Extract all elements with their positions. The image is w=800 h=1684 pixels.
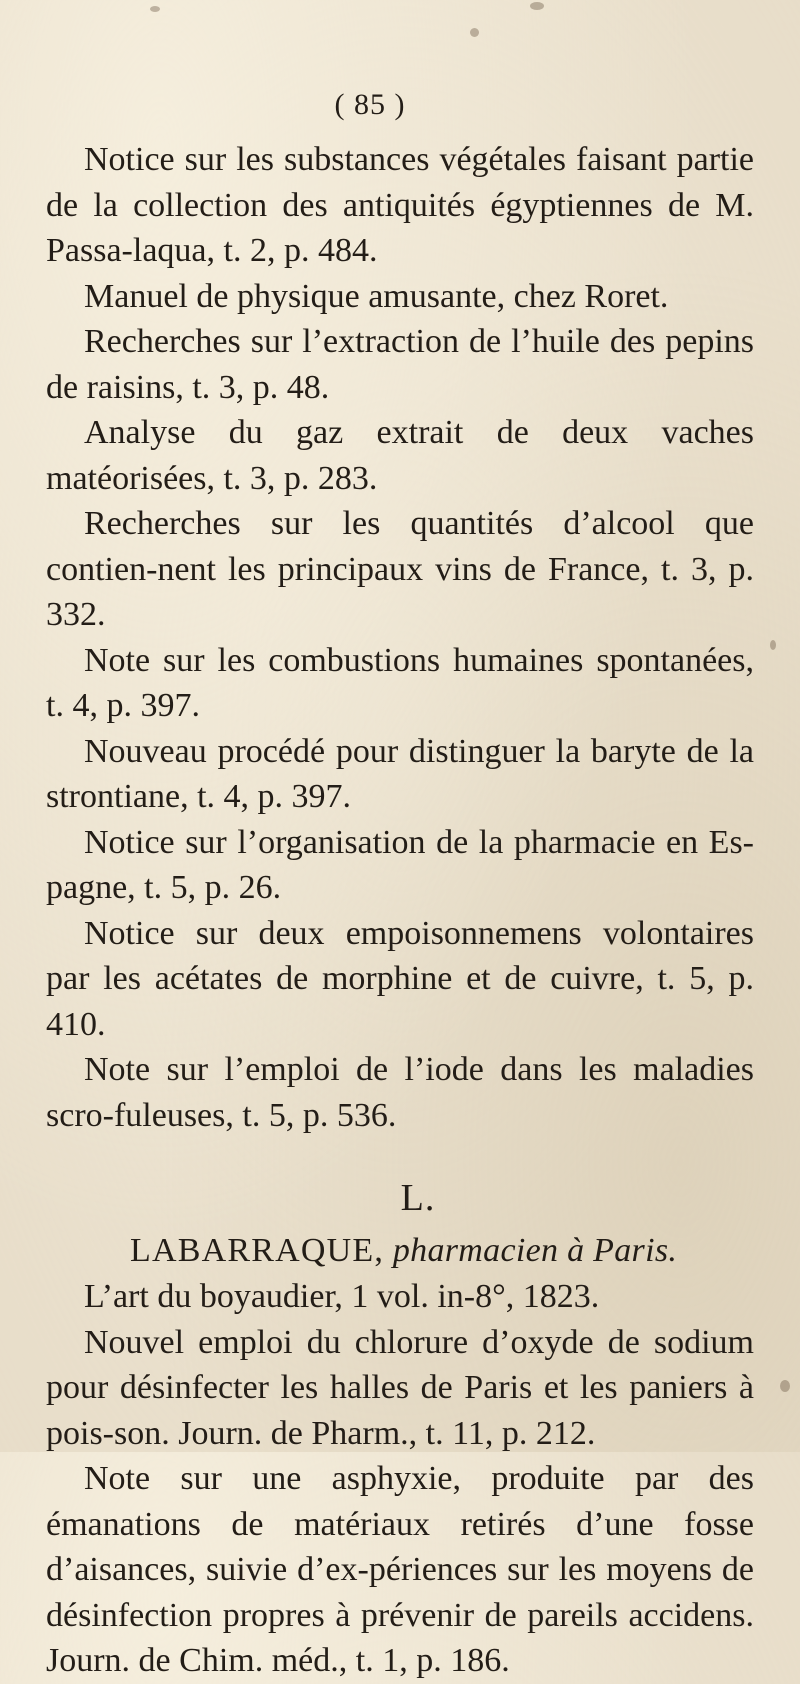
author-name: LABARRAQUE, — [130, 1232, 385, 1269]
bibliography-entry: Nouvel emploi du chlorure d’oxyde de sodium pour désinfecter les halles de Paris et les paniers à pois-son. Journ. de Pharm., t. 11, p. 212. — [46, 1323, 754, 1452]
bibliography-entry: Note sur les combustions humaines spontanées, t. 4, p. 397. — [46, 641, 754, 724]
bibliography-entry: Notice sur l’organisation de la pharmacie en Es-pagne, t. 5, p. 26. — [46, 823, 754, 906]
bibliography-entry: Analyse du gaz extrait de deux vaches matéorisées, t. 3, p. 283. — [46, 414, 754, 497]
section-letter: L. — [400, 1177, 436, 1219]
ink-speck — [780, 1380, 790, 1392]
page-number: ( 85 ) — [334, 88, 406, 121]
bibliography-entry: Recherches sur les quantités d’alcool que contien-nent les principaux vins de France, t. 3, p. 332. — [46, 505, 754, 633]
ink-speck — [150, 6, 160, 12]
bibliography-entry: Note sur l’emploi de l’iode dans les maladies scro-fuleuses, t. 5, p. 536. — [46, 1051, 754, 1134]
bibliography-entry: Recherches sur l’extraction de l’huile des pepins de raisins, t. 3, p. 48. — [46, 323, 754, 406]
bibliography-entry: L’art du boyaudier, 1 vol. in-8°, 1823. — [84, 1278, 600, 1315]
bibliography-entry: Notice sur les substances végétales faisant partie de la collection des antiquités égyptiennes de M. Passa-laqua, t. 2, p. 484. — [46, 141, 754, 269]
ink-speck — [470, 28, 479, 37]
bibliography-entry: Nouveau procédé pour distinguer la baryte de la strontiane, t. 4, p. 397. — [46, 732, 754, 815]
author-role: pharmacien à Paris. — [392, 1232, 678, 1269]
bibliography-entry: Notice sur deux empoisonnemens volontaires par les acétates de morphine et de cuivre, t. 5, p. 410. — [46, 914, 754, 1043]
author-heading — [46, 1228, 754, 1274]
bibliography-entry: Note sur une asphyxie, produite par des émanations de matériaux retirés d’une fosse d’aisances, suivie d’ex-périences sur les moyens de désinfection propres à prévenir de pareils accidens. Journ. de Chim. méd., t. 1, p. 186. — [46, 1460, 754, 1679]
ink-speck — [770, 640, 776, 650]
bibliography-entry: Manuel de physique amusante, chez Roret. — [84, 277, 669, 315]
ink-speck — [530, 2, 544, 10]
